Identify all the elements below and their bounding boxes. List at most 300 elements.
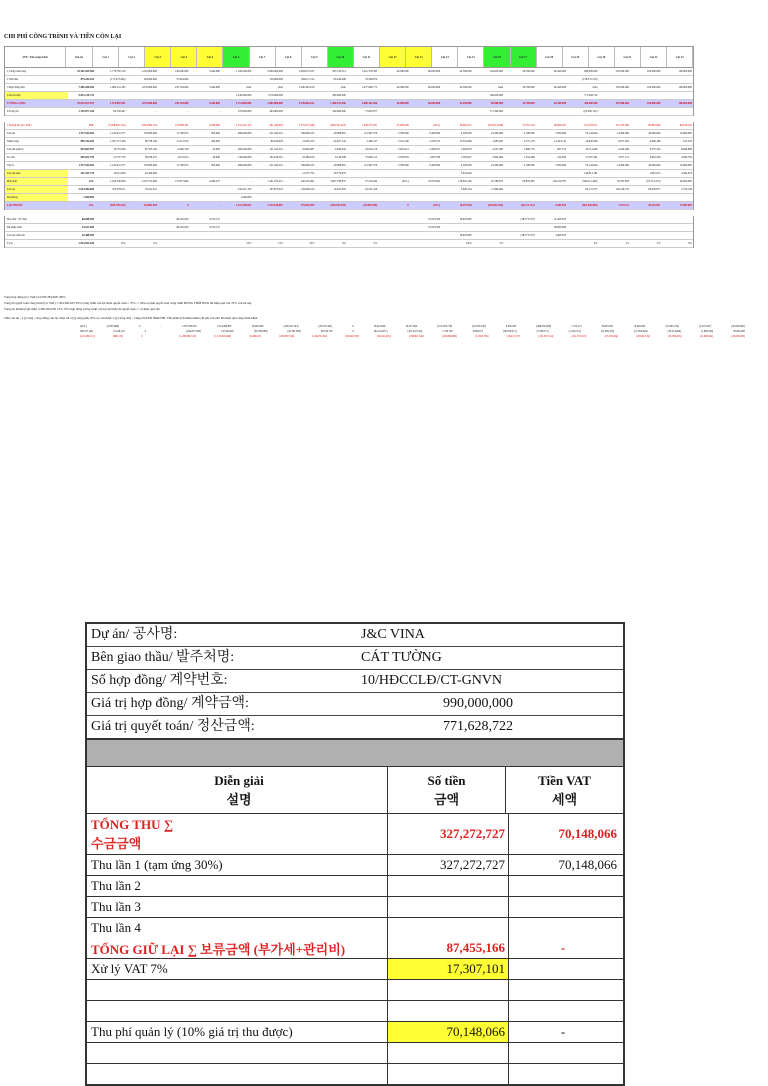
cell [661, 108, 692, 115]
sheet-summary [4, 294, 252, 312]
cell: 1.406.347.656 [330, 102, 346, 105]
cell: 159.500.000 [615, 86, 629, 89]
table-row [5, 92, 693, 100]
cell: 82.440.000 [553, 102, 567, 105]
cell: 146.813.181 [584, 172, 598, 175]
cell: 1.066.779 [523, 148, 535, 151]
empty-row [87, 1064, 623, 1084]
cell: (102.052.553) [487, 204, 504, 207]
sheet-header-row [4, 46, 694, 68]
mini-cell: - [160, 325, 162, 328]
retention-amount: 87,455,166 [388, 938, 509, 958]
cell: 4.674.913 [177, 156, 189, 159]
header-cell: Cột 8 [276, 47, 302, 67]
cell: 26.488.509 [81, 234, 94, 237]
cell: 3.677.172 [618, 156, 629, 159]
cell: 990.000.000 [584, 70, 598, 73]
cell [661, 194, 692, 201]
cell: 29 L [88, 204, 94, 207]
cell: 70.144.064 [585, 164, 598, 167]
row-label: 5 TỔNG CỘNG [7, 102, 26, 105]
table-row [5, 154, 693, 162]
cell [347, 224, 378, 231]
cell: 195.872.018 [269, 188, 283, 191]
cell [504, 92, 535, 99]
cell: 37.944.000 [176, 78, 189, 81]
cell: 1.570.000.000 [267, 94, 283, 97]
cell: 68.294.567 [553, 124, 567, 127]
mini-cell: (84.321.819) [377, 335, 391, 338]
cell [158, 232, 189, 239]
settlement-document [85, 622, 625, 1086]
cell: 1.083.023 [492, 140, 504, 143]
header-cell: Cột 5 [197, 47, 223, 67]
cell: 6.990.748 [177, 148, 189, 151]
cell [567, 194, 598, 201]
cell: 70.221.021 [144, 188, 157, 191]
cell [599, 224, 630, 231]
cell: 29.700.000 [522, 102, 535, 105]
cell: 27.376.942 [365, 180, 378, 183]
cell: 0.9% [466, 242, 472, 245]
mini-cell: (18.413.317) [506, 335, 521, 338]
cell: 92.551.419 [365, 188, 378, 191]
cell [504, 76, 535, 83]
cell: 414.093 [557, 156, 567, 159]
cell: 2.099.000.000 [267, 70, 283, 73]
info-line [87, 670, 623, 693]
cell: 130.000.000 [237, 156, 252, 159]
cell: 1.410.931.377 [110, 164, 126, 167]
cell [661, 224, 692, 231]
header-cell: Cột 7 [250, 47, 276, 67]
summary-line: Tổng lợi nhuận (tạm tính) 3.209.393.050 13% 70% hợp đồng (công trình còn lại dự tính) để quyết toán -> có hiệu quả cho [4, 307, 160, 311]
cell: 13.352.999 [459, 140, 472, 143]
cell: 240.000.000 [332, 110, 346, 113]
cell: 28.526.950 [176, 226, 189, 229]
cell: 10.000.000 [679, 164, 692, 167]
cell: (175.473.960) [110, 78, 126, 81]
mini-cell: (1.880.500) [701, 330, 714, 333]
cell [315, 224, 346, 231]
cell: 199.660.525 [300, 164, 315, 167]
cell: 8.099.699 [681, 148, 692, 151]
cell: 5.948.000 [209, 124, 220, 127]
cell: 3.575.077.648 [298, 124, 315, 127]
cell [315, 232, 346, 239]
cell [630, 224, 661, 231]
row-label: Tỷ lệ [7, 242, 13, 245]
cell: 9.077.619 [618, 140, 629, 143]
table-row [5, 138, 693, 146]
cell: 124.681.093 [143, 204, 157, 207]
empty-row [87, 1001, 623, 1022]
mini-cell: (63.629.535) [345, 335, 359, 338]
cell: 0% [593, 242, 598, 245]
cell [221, 216, 252, 223]
cell: 41.423.116 [554, 140, 567, 143]
cell [599, 216, 630, 223]
cell [441, 194, 472, 201]
mini-cell: (29 L) [80, 325, 87, 328]
installment-amount [388, 918, 509, 938]
cell: (809.547.443) [330, 124, 346, 127]
table-row [5, 224, 693, 232]
cell [95, 216, 126, 223]
cell [347, 232, 378, 239]
cell [567, 224, 598, 231]
mini-cell: (20.000.000) [731, 325, 745, 328]
mini-cell: (36.918.971) [503, 330, 517, 333]
cell: 100.000.000 [678, 86, 692, 89]
cell: 1.993.073.167 [298, 70, 315, 73]
info-key: Dự án/ 공사명: [91, 627, 178, 642]
mini-cell: (5.599.571) [536, 330, 549, 333]
mini-cell: 29.002.995 [251, 325, 264, 328]
cell [599, 92, 630, 99]
cell: 29 L [88, 124, 94, 127]
cell: 121.414.510 [269, 148, 283, 151]
mini-cell: 18.457.964 [405, 325, 418, 328]
installment-row [87, 918, 623, 938]
mini-cell: (102.532.709) [407, 330, 423, 333]
installment-label: Thu lần 3 [87, 897, 388, 917]
header-cell: Cột 17 [511, 47, 537, 67]
cell: 1.670.000.000 [141, 86, 157, 89]
cell: 55% [246, 242, 252, 245]
cell: 29.590.000 [144, 172, 157, 175]
mini-cell: 31.229.125 [113, 330, 125, 333]
mini-cell: (125.299.113) [80, 335, 95, 338]
cell: 4.579.137 [209, 218, 220, 221]
cell: 118.130.735 [615, 188, 629, 191]
cell: 400.000.000 [237, 148, 252, 151]
cell: 1.084.121.185 [110, 86, 126, 89]
cell: 4.840.944 [335, 148, 346, 151]
header-cell: Giá trị [66, 47, 93, 67]
cell: 14.300.000 [616, 132, 629, 135]
mini-cell: (5.835.868) [106, 325, 119, 328]
total-income-label-ko: 수금금액 [91, 835, 142, 851]
cell: 40.000.000 [648, 164, 661, 167]
cell: 3.999.750 [681, 156, 692, 159]
cell: 279.002.995 [300, 204, 315, 207]
cell [284, 224, 315, 231]
cell: 771.628.722 [584, 94, 598, 97]
mini-cell: (293.987.199) [279, 335, 295, 338]
cell: 76.353.833 [616, 180, 629, 183]
cell [95, 232, 126, 239]
cell [567, 216, 598, 223]
mini-cell: (1.286.086.513) [179, 335, 196, 338]
cell: 60.879.282 [522, 180, 535, 183]
table-row [5, 232, 693, 240]
col-vat-ko: 세액 [551, 791, 578, 807]
cell: 16.791.040 [113, 148, 126, 151]
mini-cell: (264.877.924) [186, 330, 201, 333]
cell [252, 170, 283, 177]
cell [630, 216, 661, 223]
cell: 17.397.401 [585, 156, 598, 159]
cell: 1.670.000.000 [141, 102, 157, 105]
header-cell: Cột 9 [302, 47, 328, 67]
cell: 489.000.000 [237, 164, 252, 167]
cell: 5.406.317 [366, 140, 378, 143]
header-cell: Cột 22 [641, 47, 667, 67]
sheet-rows-bottom [4, 216, 694, 248]
cell: 4.547.095 [492, 148, 504, 151]
cell: (209.547.443) [330, 204, 346, 207]
cell: 1.315.290.032 [235, 204, 252, 207]
mini-cell: 0 [139, 325, 141, 328]
vat-processing-amount: 17,307,101 [388, 959, 509, 979]
cell: (5.958.081.152) [108, 124, 126, 127]
cell [189, 232, 220, 239]
table-row [5, 146, 693, 154]
cell: 0 [187, 204, 189, 207]
cell [441, 92, 472, 99]
header-cell: Cột 20 [589, 47, 615, 67]
cell [599, 232, 630, 239]
cell [630, 76, 661, 83]
cell: (29 L) [433, 124, 441, 127]
sheet-rows-top [4, 68, 694, 116]
cell [536, 186, 567, 193]
row-label: 6 Tổng chi [7, 110, 19, 113]
installment-vat [509, 918, 623, 938]
cell [158, 186, 189, 193]
cell: 37.083.115 [365, 156, 378, 159]
cell: 3.290.465.019 [298, 86, 315, 89]
installment-label: Thu lần 1 (tạm ứng 30%) [87, 855, 388, 875]
vat-processing-row [87, 959, 623, 980]
cell: 66.172.377 [585, 188, 598, 191]
mini-cell: (102.358.779) [437, 325, 453, 328]
cell: 5% [499, 242, 504, 245]
mini-cell: 20.000.000 [733, 330, 745, 333]
cell [599, 76, 630, 83]
cell: 5.944.000 [209, 86, 220, 89]
info-key: Giá trị quyết toán/ 정산금액: [91, 719, 255, 734]
summary-line: Tổng đã quyết toán công trình (Có VAT) 7.304.360.635 30% Công trình còn lại chưa quyết toán = 70% -> Nếu ra phải quyết toán công trình ĐÚNG THỜI HẠN thì hiện quả còn 70% còn lại này [4, 301, 252, 305]
cell: 1.477.809.775 [361, 86, 378, 89]
mini-cell: (209.547.443) [283, 325, 299, 328]
row-label: Nhân công [7, 140, 19, 143]
cell: 199.660.525 [300, 132, 315, 135]
cell: 70.144.064 [585, 132, 598, 135]
cell: 5% [656, 242, 661, 245]
cell: 3.687.780.837 [330, 180, 346, 183]
empty-row [87, 1043, 623, 1064]
cell: 499.995 [211, 140, 220, 143]
cell [221, 138, 252, 145]
cell [378, 92, 409, 99]
cell: 7.000.000 [555, 132, 567, 135]
cell: 170.000.000 [143, 132, 157, 135]
cell: 171.300.000 [489, 110, 504, 113]
cell: 169.930.000 [489, 94, 504, 97]
table-row [5, 122, 693, 130]
cell: 899.244.269 [80, 140, 94, 143]
cell [284, 92, 315, 99]
cell [504, 240, 535, 247]
cell: 40.590.000 [396, 102, 409, 105]
installment-vat [509, 876, 623, 896]
table-row [5, 68, 693, 76]
mini-cell: (30.799.088) [253, 330, 268, 333]
cell: 295.730.514 [332, 70, 346, 73]
cell: 60.240.498 [333, 78, 346, 81]
mgmt-fee-amount: 70,148,066 [388, 1022, 509, 1042]
row-label: Vật tư [7, 164, 14, 167]
cell: 40.000.000 [648, 132, 661, 135]
contract-info [85, 622, 625, 740]
total-income-label: TỔNG THU ∑ [91, 816, 173, 832]
header-cell: Cột 14 [432, 47, 458, 67]
cell: 29.700.000 [522, 70, 535, 73]
cell: 82.440.000 [553, 70, 567, 73]
cell: chưa [340, 86, 346, 89]
cell: 391.249.993 [269, 124, 283, 127]
cell: 5.025.613 [397, 148, 409, 151]
table-row [5, 186, 693, 194]
cell: 1.603.790 [429, 156, 441, 159]
header-cell: Cột 12 [380, 47, 406, 67]
cell: (667.605.809) [582, 204, 598, 207]
cell [661, 216, 692, 223]
cell [661, 92, 692, 99]
mini-cell: 66.991.851 [601, 325, 614, 328]
cell [126, 194, 157, 201]
cell: 3.333.659 [397, 156, 409, 159]
cell: 27.933.500 [428, 218, 441, 221]
row-label: 3 Hợp đồng mới [7, 86, 25, 89]
info-line [87, 693, 623, 716]
cell [347, 194, 378, 201]
col-desc-ko: 설명 [226, 791, 252, 807]
cell: 13% [120, 242, 126, 245]
cell: 4.589.237 [209, 180, 220, 183]
cell [410, 76, 441, 83]
info-value: J&C VINA [361, 627, 425, 642]
mini-cell: 0 [141, 335, 143, 338]
header-cell: Cột 21 [615, 47, 641, 67]
info-key: Bên giao thầu/ 발주처명: [91, 650, 235, 665]
cell: 1.161.276.412 [267, 180, 283, 183]
col-amount-ko: 금액 [433, 791, 460, 807]
cell [473, 216, 504, 223]
cell: chưa [277, 86, 283, 89]
cell [630, 108, 661, 115]
info-value: 771,628,722 [443, 719, 513, 734]
cell: 5.341.100 [397, 140, 409, 143]
header-cell: Cột 19 [563, 47, 589, 67]
mini-cell: (16.979.336) [472, 325, 486, 328]
cell: 4.194.946 [618, 148, 629, 151]
cell: 151.967.379 [363, 164, 378, 167]
col-vat-vi: Tiền VAT [538, 772, 591, 788]
cell [347, 170, 378, 177]
table-row [5, 240, 693, 248]
cell: 104.930.000 [489, 70, 504, 73]
cell: 1.616.330.000 [110, 180, 126, 183]
cell: 14.300.000 [616, 164, 629, 167]
cell: 150.000.000 [269, 78, 283, 81]
cell [189, 92, 220, 99]
cell: 192.018.561 [269, 156, 283, 159]
cell: 1.000.167.656 [361, 102, 378, 105]
cell: 7.190.149 [681, 188, 692, 191]
mini-cell: (109.860.806) [442, 335, 457, 338]
cell [410, 170, 441, 177]
total-income-row [87, 814, 623, 855]
mini-cell: (2.225.927) [699, 325, 712, 328]
cell: (829.799.516) [110, 204, 126, 207]
cell: 699.022.750 [80, 156, 94, 159]
cell [189, 186, 220, 193]
cell: (63.650.722) [583, 110, 598, 113]
cell: 340.000.000 [584, 102, 598, 105]
row-label: Phát sinh [5, 178, 68, 185]
cell: 151.967.379 [363, 132, 378, 135]
cell: 220.519.491 [300, 180, 315, 183]
header-cell: Cột 15 [458, 47, 484, 67]
mgmt-fee-vat: - [560, 1024, 566, 1039]
vat-processing-label: Xử lý VAT 7% [87, 959, 388, 979]
cell: 6.400.000 [429, 132, 441, 135]
cell [284, 108, 315, 115]
col-amount-vi: Số tiền [427, 772, 466, 788]
cell: 10.780.675 [491, 180, 504, 183]
mini-cell: 1.314.098.887 [216, 325, 232, 328]
cell: 89.081.964 [648, 124, 661, 127]
cell: 6.400.000 [429, 164, 441, 167]
cell: 8.485.835 [555, 204, 567, 207]
installment-label: Thu lần 4 [87, 918, 388, 938]
cell: 21.737.770 [113, 156, 126, 159]
mini-cell: (25.834.935) [668, 335, 682, 338]
cell: 29.700.000 [522, 86, 535, 89]
cell [567, 232, 598, 239]
mini-cell: 0 [352, 330, 354, 333]
payment-table [85, 766, 625, 1086]
mini-cell: (20.002.519) [636, 335, 650, 338]
cell: 21.095.103 [302, 140, 315, 143]
installment-amount [388, 876, 509, 896]
cell: 4.300.000 [460, 164, 472, 167]
cell: 4.300.000 [460, 132, 472, 135]
cell: - [250, 180, 252, 183]
cell: chưa [497, 86, 504, 89]
mini-cell: 16.489.165 [249, 335, 262, 338]
row-label: 4 Dự án tiếp [5, 92, 68, 99]
cell: 221.434.510 [269, 132, 283, 135]
cell [378, 108, 409, 115]
cell: 36.623.895 [459, 234, 472, 237]
cell: 0% [688, 242, 692, 245]
cell: 66.291.851 [648, 204, 661, 207]
cell: 3.239.125 [429, 140, 441, 143]
cell: 35.000.000 [396, 124, 409, 127]
cell [126, 224, 157, 231]
info-key: Số hợp đồng/ 계약번호: [91, 673, 228, 688]
cell: 3.024.384.668 [78, 188, 94, 191]
cell: 20.908.091 [333, 164, 346, 167]
table-row [5, 194, 693, 202]
cell: 29.954.170 [365, 148, 378, 151]
cell: 72.095.002 [679, 204, 692, 207]
cell [536, 76, 567, 83]
